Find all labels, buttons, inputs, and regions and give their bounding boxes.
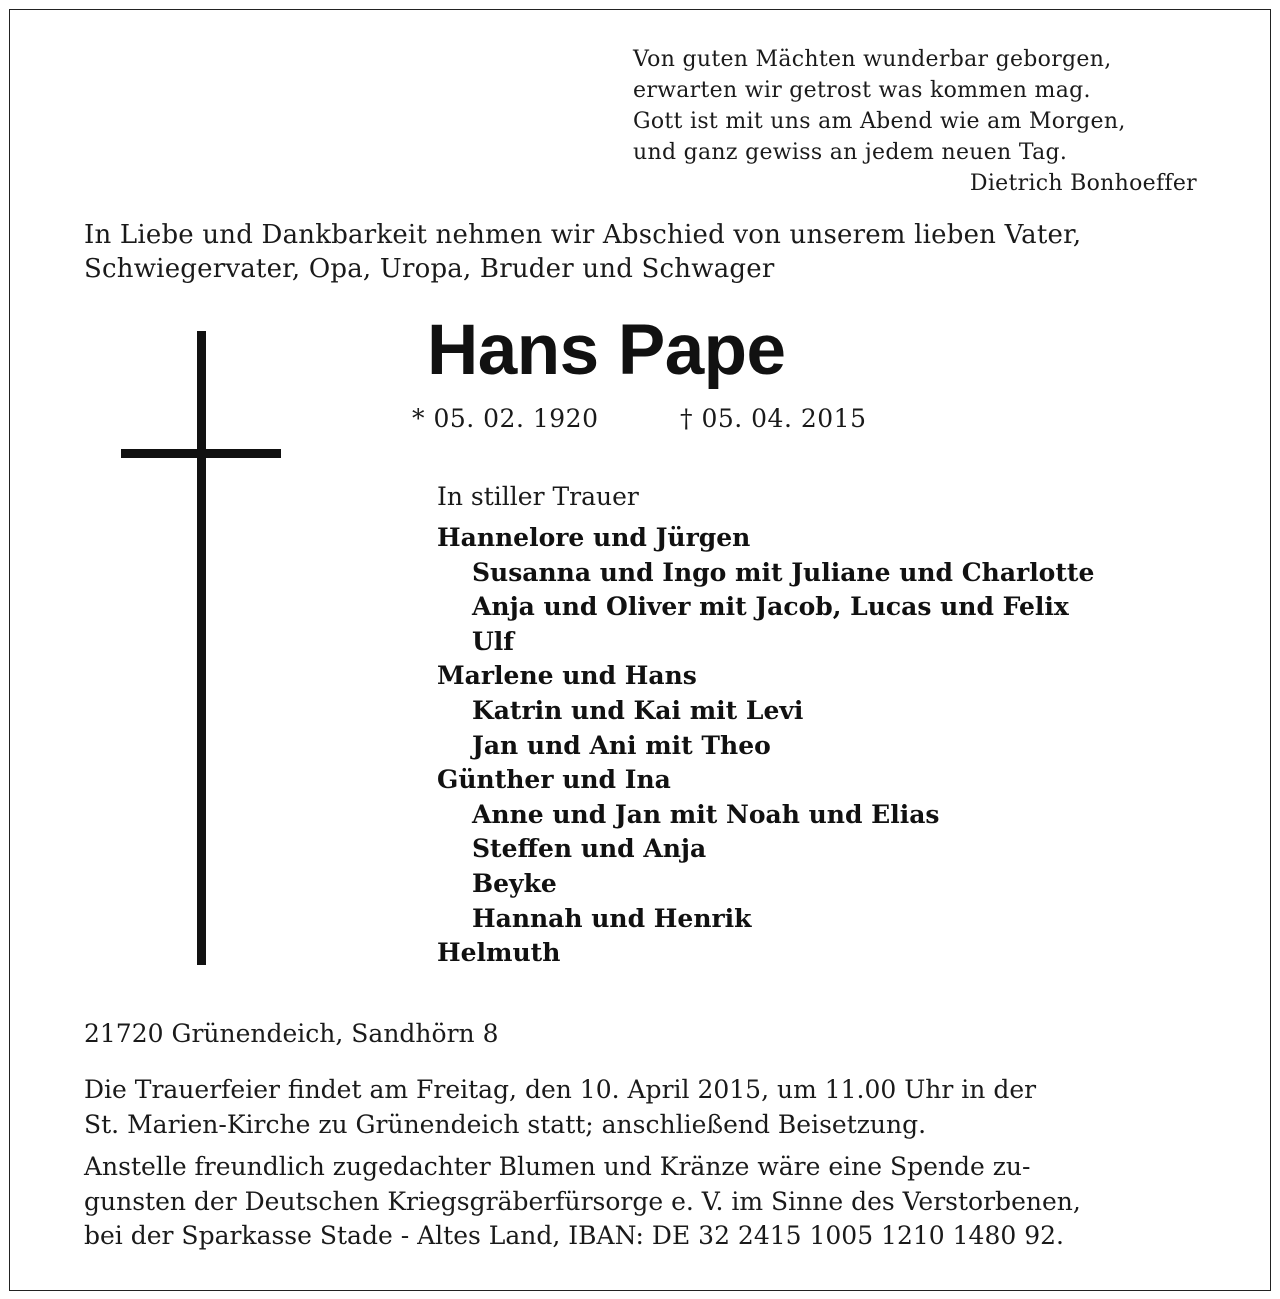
family-member-sub: Beyke — [472, 868, 557, 898]
family-member-sub: Ulf — [472, 626, 515, 656]
family-member-sub: Anja und Oliver mit Jacob, Lucas und Felix — [472, 592, 1069, 622]
deceased-name: Hans Pape — [427, 311, 786, 390]
life-dates — [412, 402, 866, 436]
farewell-intro — [84, 218, 1214, 286]
family-list — [437, 521, 1094, 971]
family-member: Marlene und Hans — [437, 661, 697, 691]
family-member: Hannelore und Jürgen — [437, 523, 751, 552]
service-line: Die Trauerfeier findet am Freitag, den 10. April 2015, um 11.00 Uhr in der — [84, 1075, 1037, 1104]
funeral-service-info — [84, 1073, 1224, 1142]
intro-line: In Liebe und Dankbarkeit nehmen wir Abschied von unserem lieben Vater, — [84, 220, 1082, 250]
family-member-sub: Anne und Jan mit Noah und Elias — [472, 799, 940, 829]
cross-icon — [197, 331, 206, 965]
quote-author: Dietrich Bonhoeffer — [969, 171, 1197, 196]
donation-line: Anstelle freundlich zugedachter Blumen und Kränze wäre eine Spende zu- — [84, 1152, 1031, 1181]
death-date: † 05. 04. 2015 — [680, 404, 867, 433]
family-member: Günther und Ina — [437, 765, 671, 795]
family-member-sub: Susanna und Ingo mit Juliane und Charlotte — [472, 557, 1095, 587]
cross-icon-bar — [121, 449, 281, 458]
donation-info — [84, 1150, 1224, 1254]
family-member: Helmuth — [437, 938, 561, 968]
quote-line: Gott ist mit uns am Abend wie am Morgen, — [633, 109, 1126, 134]
quote-line: erwarten wir getrost was kommen mag. — [633, 78, 1091, 103]
quote-line: Von guten Mächten wunderbar geborgen, — [633, 47, 1112, 72]
family-member-sub: Katrin und Kai mit Levi — [472, 695, 804, 725]
intro-line: Schwiegervater, Opa, Uropa, Bruder und Schwager — [84, 254, 775, 284]
bonhoeffer-quote — [633, 44, 1203, 199]
donation-line: gunsten der Deutschen Kriegsgräberfürsorge e. V. im Sinne des Verstorbenen, — [84, 1186, 1081, 1216]
family-member-sub: Steffen und Anja — [472, 834, 707, 864]
family-member-sub: Hannah und Henrik — [472, 903, 752, 933]
family-address: 21720 Grünendeich, Sandhörn 8 — [84, 1019, 499, 1048]
quote-line: und ganz gewiss an jedem neuen Tag. — [633, 140, 1068, 165]
mourning-label: In stiller Trauer — [437, 482, 639, 511]
family-member-sub: Jan und Ani mit Theo — [472, 730, 771, 760]
donation-line: bei der Sparkasse Stade - Altes Land, IBAN: DE 32 2415 1005 1210 1480 92. — [84, 1221, 1064, 1250]
birth-date: * 05. 02. 1920 — [412, 404, 599, 433]
service-line: St. Marien-Kirche zu Grünendeich statt; anschließend Beisetzung. — [84, 1109, 927, 1139]
